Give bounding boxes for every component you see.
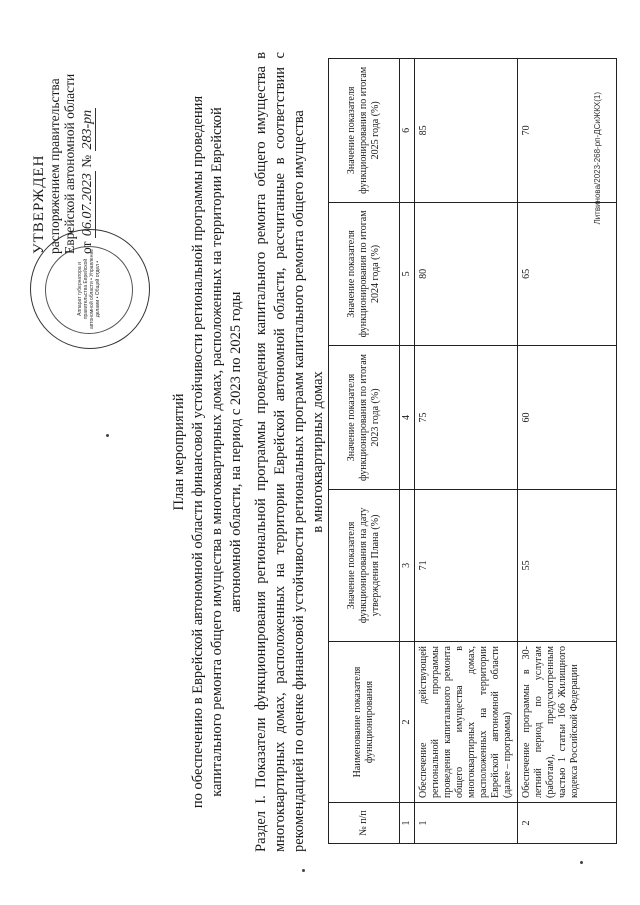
indicator-name: Обеспечение программы в 30-летний период по услугам (работам), предусмотренным частью 1 статьи 166 Жилищного кодекса Российской Федерации [518,642,617,803]
row-number: 1 [415,803,518,844]
indicators-table [328,58,617,844]
approval-heading: УТВЕРЖДЕН [31,154,47,254]
scan-speck [580,861,583,864]
title-line-4: автономной области, на период с 2023 по 2025 годы [228,291,244,613]
header-cell: Значение показателя функционирования на дату утверждения Плана (%) [329,489,400,641]
document-page [20,12,620,892]
column-number: 3 [400,489,415,641]
value-2023: 60 [518,346,617,490]
column-number: 2 [400,642,415,803]
value-2024: 65 [518,202,617,346]
seal-text: Аппарат губернатора и правительства Еврейской автономной области • Управление делами • Общий отдел • [77,248,101,330]
scan-speck [302,869,305,872]
column-number: 1 [400,803,415,844]
column-number-row [400,59,415,844]
section-last-line: в многоквартирных домах [310,371,326,533]
value-approval: 55 [518,489,617,641]
number-prefix: № [79,154,94,168]
header-cell: Значение показателя функционирования по итогам 2025 года (%) [329,59,400,203]
approval-date-line [79,4,95,254]
approval-block [32,4,95,324]
approval-number: 283-рп [80,109,95,150]
column-number: 6 [400,59,415,203]
value-2024: 80 [415,202,518,346]
row-number: 2 [518,803,617,844]
table-row [415,59,518,844]
value-approval: 71 [415,489,518,641]
value-2025: 85 [415,59,518,203]
document-title [170,52,246,852]
title-line-2: по обеспечению в Еврейской автономной области финансовой устойчивости региональной программы проведения [190,95,206,809]
approval-date: 06.07.2023 [80,173,95,237]
date-prefix: от [79,241,94,254]
value-2023: 75 [415,346,518,490]
column-number: 5 [400,202,415,346]
approval-line-1: распоряжением правительства [47,78,62,254]
indicator-name: Обеспечение действующей региональной программы проведения капитального ремонта общего имущества в многоквартирных домах, расположенных на территории Еврейской автономной области (далее – программа) [415,642,518,803]
header-cell: Значение показателя функционирования по итогам 2023 года (%) [329,346,400,490]
table-header-row [329,59,400,844]
title-line-1: План мероприятий [171,393,187,511]
section-heading [252,52,328,852]
header-cell: № п/п [329,803,400,844]
column-number: 4 [400,346,415,490]
document-footer: Литвинова/2023-268-рп-ДСиЖКХ(1) [593,92,602,225]
value-2025: 70 [518,59,617,203]
section-text: Раздел I. Показатели функционирования региональной программы проведения капитального ремонта общего имущества в многоквартирных домах, расположенных на территории Еврейской автономной области, рассчитанные в соответствии с рекомендацией по оценке финансовой устойчивости региональных программ капитального ремонта общего имущества [253,52,307,852]
header-cell: Значение показателя функционирования по итогам 2024 года (%) [329,202,400,346]
scan-speck [106,434,109,437]
header-cell: Наименование показателя функционирования [329,642,400,803]
title-line-3: капитального ремонта общего имущества в многоквартирных домах, расположенных на территории Еврейской [209,107,225,797]
approval-line-2: Еврейской автономной области [62,73,77,254]
